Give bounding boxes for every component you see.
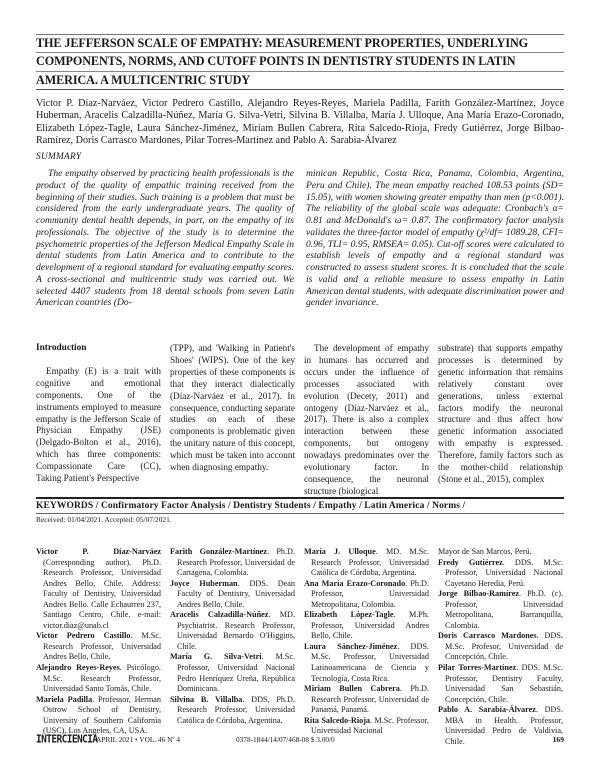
abstract — [36, 168, 564, 309]
affiliation-text: . Ph.D. Research Professor, Universidad de Panamá, Panamá. — [311, 684, 429, 715]
article-title — [36, 34, 564, 90]
affiliation-entry — [36, 695, 161, 737]
affiliation-entry — [438, 631, 563, 663]
affiliation-entry — [36, 663, 161, 695]
summary-heading: SUMMARY — [36, 152, 82, 162]
affiliation-text: . DDS. Dean Faculty of Dentistry, Universidad Andres Bello, Chile. — [177, 578, 295, 609]
keywords-block — [36, 497, 564, 525]
affiliation-entry — [170, 579, 295, 611]
affiliation-name: Pablo A. Sarabia-Álvarez — [438, 705, 536, 715]
affiliation-name: Victor Pedrero Castillo — [36, 631, 131, 641]
affiliation-entry — [304, 547, 429, 579]
affiliation-text: . M.Sc. Research Professor, Universidad Andres Bello, Chile. — [43, 631, 161, 662]
affiliation-name: Rita Salcedo-Rioja — [304, 715, 371, 725]
affiliation-name: María J. Ulloque — [304, 547, 376, 556]
author-list: Victor P. Díaz-Narváez, Victor Pedrero Castillo, Alejandro Reyes-Reyes, Mariela Padilla, Farith González-Martínez, Joyce Huberman, Aracelis Calzadilla-Núñez, María G. Silva-Vetri, Silvina B. Villalba, María J. Ulloque, Ana María Erazo-Coronado, Elizabeth López-Tagle, Laura Sánchez-Jiménez, Miriam Bullen Cabrera, Rita Salcedo-Rioja, Fredy Gutiérrez, Jorge Bilbao-Ramírez, Doris Carrasco Mardones, Pilar Torres-Martínez and Pablo A. Sarabia-Álvarez — [36, 98, 564, 147]
issue-info: APRIL 2021 • VOL. 46 Nº 4 — [96, 735, 181, 744]
affiliation-name: Pilar Torres-Martínez — [438, 663, 517, 673]
affiliation-name: María G. Silva-Vetri — [170, 652, 262, 662]
affiliation-text: . DDS. M.Sc. Professor, Dentistry Faculty, Universidad San Sebastián, Concepción, Chile. — [445, 663, 563, 704]
affiliation-name: Mariela Padilla — [36, 694, 93, 704]
affiliation-column-3 — [304, 547, 429, 747]
affiliation-text: . Ph.D. Research Professor, Universidad de Cartagena, Colombia. — [177, 547, 295, 578]
affiliation-entry — [304, 610, 429, 642]
affiliation-entry — [438, 589, 563, 631]
affiliation-entry — [438, 558, 563, 590]
affiliation-name: Joyce Huberman — [170, 578, 238, 588]
affiliation-text: . MD. M.Sc. Research Professor, Universidad Católica de Córdoba, Argentina. — [311, 547, 429, 578]
title-line-3: AMERICA. A MULTICENTRIC STUDY — [36, 72, 564, 90]
affiliation-text: . M.Ph. Professor, Universidad Andres Bello, Chile. — [311, 610, 429, 641]
affiliation-entry — [36, 631, 161, 663]
body-column-3 — [304, 343, 429, 498]
affiliation-entry — [438, 663, 563, 705]
affiliation-entry — [36, 547, 161, 631]
journal-logo: INTERCIENCIA — [36, 733, 98, 746]
affiliation-entry — [304, 684, 429, 716]
affiliation-continuation: Mayor de San Marcos, Perú. — [438, 547, 532, 556]
affiliation-name: Silvina B. Villalba — [170, 694, 243, 704]
body-column-4 — [438, 343, 563, 498]
affiliation-entry — [304, 579, 429, 611]
affiliation-text: . DDS. MBA in Health. Professor, Universidad Pedro de Valdivia, Chile. — [445, 705, 563, 746]
affiliation-name: Ana María Erazo-Coronado — [304, 578, 406, 588]
affiliation-text: . M.Sc. Professor, Universidad Nacional Pedro Henríquez Ureña, República Dominicana. — [177, 652, 296, 694]
affiliation-name: Laura Sánchez-Jiménez — [304, 641, 398, 651]
received-dates: Received: 01/04/2021. Accepted: 05/07/2021. — [36, 515, 172, 524]
affiliation-name: Doris Carrasco Mardones — [438, 631, 537, 641]
affiliation-column-2 — [170, 547, 295, 747]
affiliation-entry — [170, 652, 295, 694]
affiliation-text: . Professor, Herman Ostrow School of Dentistry, University of Southern California (USC), Los Angeles, CA, USA. — [43, 694, 161, 736]
page-footer — [36, 733, 564, 747]
affiliation-text: . DDS. M.Sc. Professor, Universidad Nacional Cayetano Heredia, Perú. — [445, 557, 563, 588]
author-affiliations — [36, 547, 564, 747]
body-paragraph: substrate) that supports empathy processes is determined by genetic information that remains relatively constant over generations, unless external factors modify the neuronal structure and thus affect how genetic information associated with empathy is expressed. Therefore, family factors such as the mother-child relationship (Stone et al., 2015), complex — [438, 343, 563, 484]
affiliation-entry — [170, 695, 295, 727]
affiliation-text: (Corresponding author). Ph.D. Research Professor, Universidad Andres Bello, Chile. Address: Faculty of Dentistry, Universidad Andres Bello. Calle Echaurren 237, Santiago Centro, Chile. e-mail: victor.diaz@unab.cl — [43, 557, 161, 630]
affiliation-text: . Psicólogo. M.Sc. Research Professor, Universidad Santo Tomás, Chile. — [43, 663, 161, 694]
affiliation-entry — [170, 610, 295, 652]
affiliation-text: . M.Sc. Professor, Universidad Nacional — [311, 715, 429, 736]
page-number: 169 — [552, 735, 564, 744]
body-paragraph: Empathy (E) is a trait with cognitive and emotional components. One of the instruments employed to measure empathy is the Jefferson Scale of Physician Empathy (JSE) (Delgado-Bolton et al., 2016), which has three components: Compassionate Care (CC), Taking Patient's Perspective — [36, 365, 161, 484]
affiliation-text: . DDS. M.Sc. Professor, Universidad Latinoamericana de Ciencia y Tecnología, Costa Rica. — [311, 641, 429, 683]
affiliation-entry — [170, 547, 295, 579]
affiliation-text: . DDS, Ph.D. Research Professor, Universidad Católica de Córdoba, Argentina. — [177, 694, 295, 725]
affiliation-name: Miriam Bullen Cabrera — [304, 684, 400, 694]
issn-code: 0378-1844/14/07/468-08 $ 3.00/0 — [236, 735, 335, 744]
affiliation-name: Alejandro Reyes-Reyes — [36, 663, 120, 673]
body-paragraph: (TPP), and 'Walking in Patient's Shoes' (WIPS). One of the key properties of these components is that they interact dialectically (Díaz-Narváez et al., 2017). In consequence, conducting separate studies on each of these components is problematic given the unitary nature of this concept, which must be taken into account when diagnosing empathy. — [170, 343, 295, 473]
body-paragraph: The development of empathy in humans has occurred and occurs under the influence of processes associated with evolution (Decety, 2011) and ontogeny (Díaz-Narváez et al., 2017). There is also a complex interaction between these components, but ontogeny nowadays predominates over the evolutionary factor. In consequence, the neuronal structure (biological — [304, 343, 429, 496]
keywords-line: KEYWORDS / Confirmatory Factor Analysis / Dentistry Students / Empathy / Latin America / Norms / — [36, 499, 564, 514]
title-line-2: COMPONENTS, NORMS, AND CUTOFF POINTS IN DENTISTRY STUDENTS IN LATIN — [36, 53, 564, 71]
section-heading-introduction: Introduction — [36, 343, 87, 353]
title-line-1: THE JEFFERSON SCALE OF EMPATHY: MEASUREMENT PROPERTIES, UNDERLYING — [36, 35, 564, 53]
affiliation-name: Elizabeth López-Tagle — [304, 610, 394, 620]
body-column-1 — [36, 343, 161, 498]
body-column-2 — [170, 343, 295, 498]
affiliation-name: Farith González-Martínez — [170, 547, 267, 556]
affiliation-name: Jorge Bilbao-Ramírez — [438, 589, 519, 599]
affiliation-name: Victor P. Díaz-Narváez — [36, 547, 161, 556]
body-text — [36, 343, 564, 498]
abstract-column-2: minican Republic, Costa Rica, Panama, Colombia, Argentina, Peru and Chile). The mean empathy reached 108.53 points (SD= 15.05), with women showing greater empathy than men (p<0.001). The reliability of the global scale was adequate: Cronbach's α= 0.81 and McDonald's ω= 0.87. The confirmatory factor analysis validates the three-factor model of empathy (χ²/df= 1089.28, CFI= 0.96, TLI= 0.95, RMSEA= 0.05). Cut-off scores were calculated to establish levels of empathy and a regional standard was constructed to assess student scores. It is concluded that the scale is valid and a reliable measure to assess empathy in Latin American dental students, with adequate discrimination power and gender invariance. — [306, 168, 564, 309]
affiliation-text: . MD. Psychiatrist. Research Professor, Universidad Bernardo O'Higgins, Chile. — [177, 610, 295, 651]
affiliation-column-1 — [36, 547, 161, 747]
affiliation-entry — [304, 642, 429, 684]
affiliation-text: . Ph.D. Professor, Universidad Metropolitana, Colombia. — [311, 578, 429, 609]
affiliation-column-4 — [438, 547, 563, 747]
affiliation-text: . Ph.D. (c). Professor, Universidad Metropolitana, Barranquilla, Colombia. — [445, 589, 563, 630]
affiliation-text: . DDS. M.Sc. Profesor, Universidad de Concepción, Chile. — [445, 631, 563, 662]
abstract-column-1: The empathy observed by practicing health professionals is the product of the quality of empathic training received from the beginning of their studies. Such training is a problem that must be considered from the early undergraduate years. The quality of community dental health depends, in part, on the empathy of its professionals. The objective of the study is to determine the psychometric properties of the Jefferson Medical Empathy Scale in dental students from Latin America and to contribute to the development of a regional standard for evaluating empathy scores. A cross-sectional and multicentric study was carried out. We selected 4407 students from 18 dental schools from seven Latin American countries (Do- — [36, 168, 294, 309]
affiliation-name: Fredy Gutiérrez — [438, 557, 503, 567]
affiliation-name: Aracelis Calzadilla-Núñez — [170, 610, 269, 620]
